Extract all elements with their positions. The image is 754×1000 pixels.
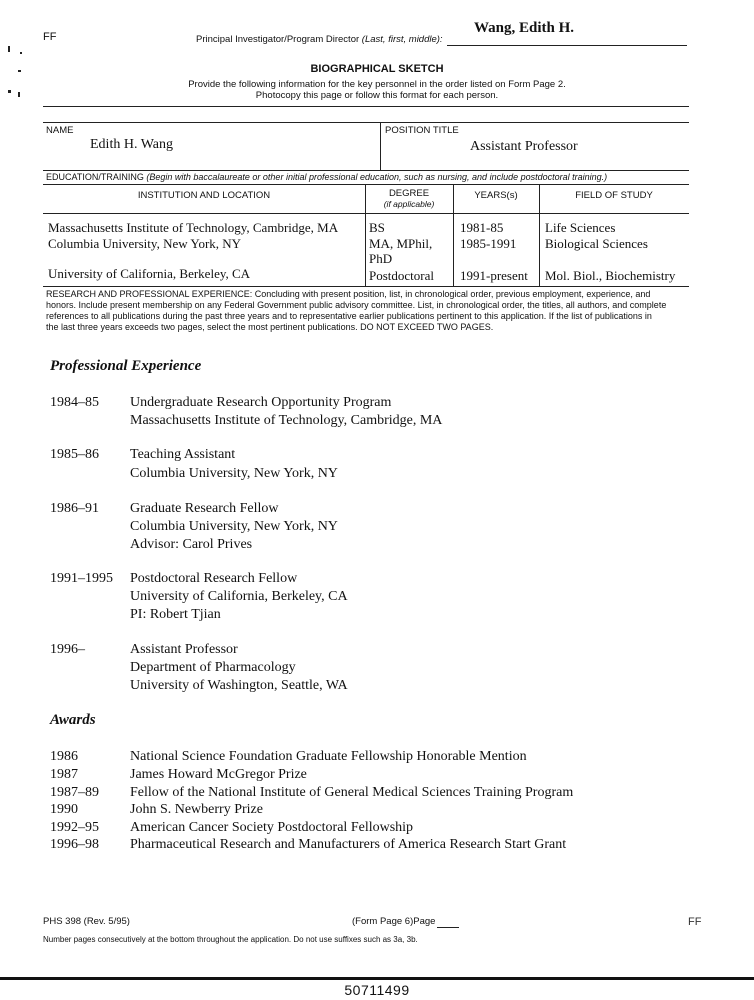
- experience-line: Undergraduate Research Opportunity Program: [130, 395, 392, 410]
- experience-line: Advisor: Carol Prives: [130, 537, 253, 552]
- experience-line: Columbia University, New York, NY: [130, 519, 338, 534]
- experience-years: 1984–85: [50, 395, 99, 410]
- experience-years: 1985–86: [50, 447, 99, 462]
- award-year: 1990: [50, 802, 78, 817]
- edu-degree: Postdoctoral: [369, 268, 434, 283]
- experience-line: Graduate Research Fellow: [130, 501, 279, 516]
- experience-line: Massachusetts Institute of Technology, Cambridge, MA: [130, 413, 443, 428]
- edu-years: 1981-85: [460, 220, 504, 235]
- research-line-1: RESEARCH AND PROFESSIONAL EXPERIENCE: Concluding with present position, list, in chronological order, previous employment, experience, and: [46, 289, 651, 299]
- ff-mark-left: FF: [43, 31, 57, 43]
- col-header-institution: INSTITUTION AND LOCATION: [137, 190, 271, 201]
- experience-line: Postdoctoral Research Fellow: [130, 571, 298, 586]
- research-line-3: references to all publications during the past three years and to representative earlier publications pertinent to this application. If the list of publications in: [46, 311, 652, 321]
- position-value: Assistant Professor: [470, 139, 578, 154]
- experience-line: Teaching Assistant: [130, 447, 236, 462]
- experience-line: Assistant Professor: [130, 642, 238, 657]
- name-value: Edith H. Wang: [90, 137, 173, 152]
- experience-years: 1991–1995: [50, 571, 113, 586]
- award-title: National Science Foundation Graduate Fellowship Honorable Mention: [130, 749, 527, 764]
- edu-degree: MA, MPhil,: [369, 236, 433, 251]
- scan-border: [0, 977, 754, 980]
- research-instructions: [46, 289, 666, 333]
- awards-heading: Awards: [50, 712, 96, 728]
- award-year: 1987: [50, 767, 78, 782]
- education-label-main: EDUCATION/TRAINING: [46, 172, 144, 182]
- form-id: PHS 398 (Rev. 5/95): [43, 916, 130, 927]
- position-label: POSITION TITLE: [385, 125, 459, 136]
- document-number: 50711499: [344, 982, 410, 998]
- col-header-field: FIELD OF STUDY: [575, 190, 653, 201]
- experience-line: Department of Pharmacology: [130, 660, 296, 675]
- research-line-4: the last three years exceeds two pages, select the most pertinent publications. DO NOT EXCEED TWO PAGES.: [46, 322, 494, 332]
- edu-years: 1991-present: [460, 268, 528, 283]
- award-title: American Cancer Society Postdoctoral Fellowship: [130, 820, 414, 835]
- edu-years: 1985-1991: [460, 236, 517, 251]
- education-label-note: (Begin with baccalaureate or other initial professional education, such as nursing, and include postdoctoral training.): [146, 172, 608, 182]
- name-label: NAME: [46, 125, 74, 136]
- edu-field: Life Sciences: [545, 220, 616, 235]
- col-header-degree: DEGREE: [388, 188, 430, 199]
- edu-degree: BS: [369, 220, 385, 235]
- edu-degree-cont: PhD: [369, 251, 393, 266]
- title-instructions-2: Photocopy this page or follow this format for each person.: [255, 90, 499, 101]
- experience-years: 1996–: [50, 642, 85, 657]
- experience-line: Columbia University, New York, NY: [130, 466, 338, 481]
- experience-years: 1986–91: [50, 501, 99, 516]
- award-title: Pharmaceutical Research and Manufacturers of America Research Start Grant: [130, 837, 567, 852]
- page-label: (Form Page 6)Page: [352, 916, 436, 927]
- page-numbering-note: Number pages consecutively at the bottom throughout the application. Do not use suffixes such as 3a, 3b.: [43, 935, 418, 944]
- title-instructions-1: Provide the following information for the key personnel in the order listed on Form Page 2.: [188, 79, 566, 90]
- pi-label-paren: (Last, first, middle):: [361, 34, 443, 45]
- experience-line: University of Washington, Seattle, WA: [130, 678, 348, 693]
- award-year: 1986: [50, 749, 78, 764]
- biographical-sketch-title: BIOGRAPHICAL SKETCH: [310, 63, 444, 75]
- edu-field: Biological Sciences: [545, 236, 648, 251]
- edu-institution: Massachusetts Institute of Technology, Cambridge, MA: [48, 220, 339, 235]
- pi-name: Wang, Edith H.: [474, 20, 575, 36]
- experience-line: PI: Robert Tjian: [130, 607, 221, 622]
- experience-heading: Professional Experience: [50, 358, 202, 374]
- pi-label-main: Principal Investigator/Program Director: [196, 34, 360, 45]
- edu-institution: Columbia University, New York, NY: [48, 236, 242, 251]
- award-title: John S. Newberry Prize: [130, 802, 263, 817]
- award-title: Fellow of the National Institute of General Medical Sciences Training Program: [130, 785, 574, 800]
- col-header-years: YEARS(s): [474, 190, 518, 201]
- edu-field: Mol. Biol., Biochemistry: [545, 268, 676, 283]
- award-year: 1996–98: [50, 837, 99, 852]
- col-header-degree-note: (if applicable): [383, 199, 435, 209]
- edu-institution: University of California, Berkeley, CA: [48, 266, 251, 281]
- pi-label: [196, 34, 443, 45]
- award-year: 1992–95: [50, 820, 99, 835]
- experience-line: University of California, Berkeley, CA: [130, 589, 348, 604]
- education-label: [46, 172, 607, 182]
- award-title: James Howard McGregor Prize: [130, 767, 307, 782]
- research-line-2: honors. Include present membership on any Federal Government public advisory committee. List, in chronological order, the titles, all authors, and complete: [46, 300, 667, 310]
- ff-mark-right: FF: [688, 916, 702, 928]
- award-year: 1987–89: [50, 785, 99, 800]
